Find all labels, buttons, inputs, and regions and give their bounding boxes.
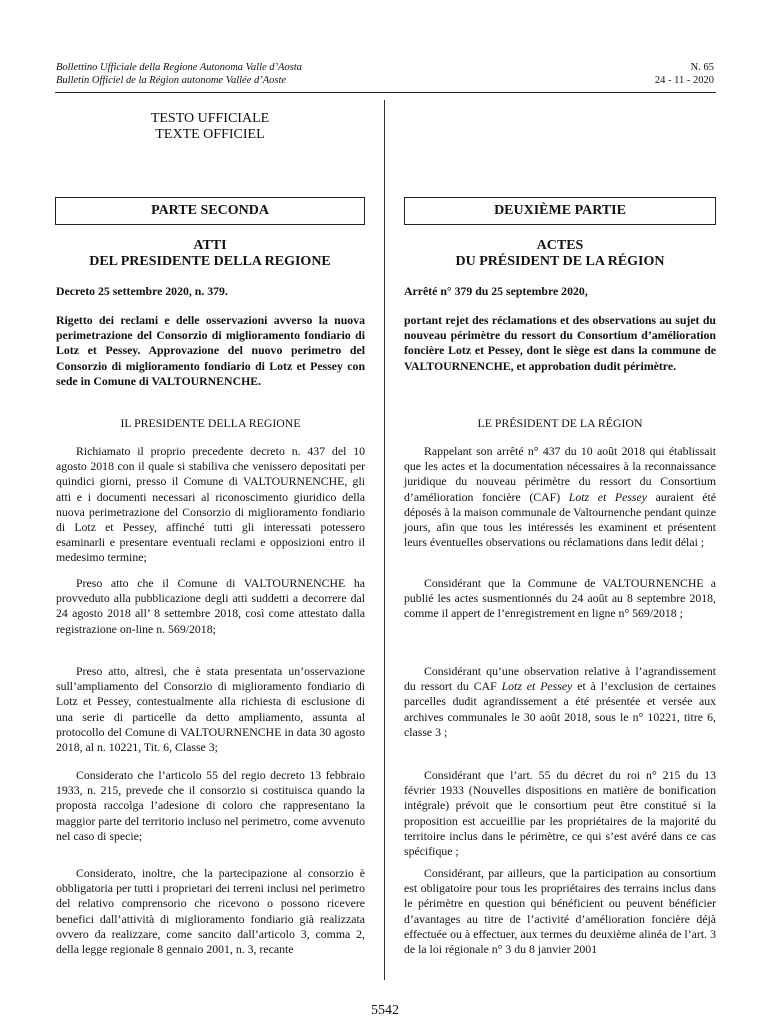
- paragraph-fr-1-italic: Lotz et Pessey: [568, 489, 647, 504]
- decree-heading-it: Decreto 25 settembre 2020, n. 379.: [56, 284, 228, 298]
- paragraph-fr-1: [404, 444, 716, 550]
- authority-fr: LE PRÉSIDENT DE LA RÉGION: [477, 416, 643, 430]
- header-rule: [55, 92, 716, 93]
- decree-subject-fr: portant rejet des réclamations et des observations au sujet du nouveau périmètre du ressort du Consortium d’amélioration foncière Lotz et Pessey, dont le siège est dans la commune de VALTOURNENCHE, et approbation dudit périmètre.: [404, 313, 716, 373]
- paragraph-it-3: Preso atto, altresì, che è stata presentata un’osservazione sull’ampliamento del Consorzio di miglioramento fondiario di Lotz et Pessey, contestualmente alla richiesta di esclusione di una serie di particelle da detto ampliamento, assunta al protocollo del Comune di VALTOURNENCHE in data 30 agosto 2018, al n. 10221, Tit. 6, Classe 3;: [56, 664, 365, 755]
- section-title-fr-line2: DU PRÉSIDENT DE LA RÉGION: [455, 254, 665, 269]
- official-text-it: TESTO UFFICIALE: [150, 111, 270, 126]
- issue-number: N. 65: [690, 62, 714, 73]
- paragraph-it-5: Considerato, inoltre, che la partecipazione al consorzio è obbligatoria per tutti i proprietari dei terreni inclusi nel perimetro del relativo comprensorio che ricevono o possono ricevere benefici dall’attività di miglioramento fondiario già realizzata ovvero da realizzare, come sancito dall’articolo 3, comma 2, della legge regionale 8 gennaio 2001, n. 3, recante: [56, 866, 365, 957]
- section-title-fr: [404, 238, 716, 270]
- paragraph-fr-3-b: et à l’exclusion de certaines parcelles dudit agrandissement a été présentée et versée aux archives communales le 30 août 2018, sous le n° 10221, titre 6, classe 3 ;: [404, 679, 717, 739]
- bulletin-title: [56, 61, 302, 87]
- bulletin-title-fr: Bulletin Officiel de la Région autonome Vallée d’Aoste: [56, 75, 287, 86]
- part-title-fr: DEUXIÈME PARTIE: [404, 197, 716, 225]
- paragraph-fr-1-a: Rappelant son arrêté n° 437 du 10 août 2018 qui établissait que les actes et la documentation nécessaires à la reconnaissance juridique du nouveau périmètre du ressort du Consortium d’amélioration foncière (CAF): [404, 444, 716, 504]
- section-title-it-line1: ATTI: [193, 238, 227, 253]
- official-text-label: [120, 111, 300, 143]
- paragraph-fr-1-b: auraient été déposés à la maison communale de Valtournenche pendant quinze jours, afin que tous les intéressés les examinent et présentent leurs éventuelles observations ou réclamations dans ledit délai ;: [404, 489, 716, 550]
- part-title-it: PARTE SECONDA: [55, 197, 365, 225]
- paragraph-fr-3-italic: Lotz et Pessey: [501, 679, 573, 694]
- paragraph-fr-4: Considérant que l’art. 55 du décret du roi n° 215 du 13 février 1933 (Nouvelles dispositions en matière de bonification intégrale) prévoit que le consortium peut être constitué si la proposition est accueillie par les propriétaires de la majorité du territoire inclus dans le périmètre, ce qui s’est avéré dans ce cas spécifique ;: [404, 768, 716, 859]
- paragraph-fr-3: [404, 664, 716, 740]
- paragraph-fr-3-a: Considérant qu’une observation relative à l’agrandissement du ressort du CAF: [404, 664, 716, 694]
- issue-date: 24 - 11 - 2020: [654, 75, 714, 86]
- authority-it: IL PRESIDENTE DELLA REGIONE: [120, 416, 301, 430]
- paragraph-it-1: Richiamato il proprio precedente decreto n. 437 del 10 agosto 2018 con il quale si stabiliva che venissero depositati per quindici giorni, presso il Comune di VALTOURNENCHE, gli atti e i documenti necessari al riconoscimento giuridico della nuova perimetrazione del Consorzio di miglioramento fondiario di Lotz et Pessey, affinché tutti gli interessati potessero esaminarli e presentare eventuali reclami e opposizioni entro il medesimo termine;: [56, 444, 365, 565]
- page-number: 5542: [371, 1003, 399, 1018]
- paragraph-fr-2: Considérant que la Commune de VALTOURNENCHE a publié les actes susmentionnés du 24 août au 8 septembre 2018, comme il appert de l’enregistrement en ligne n° 569/2018 ;: [404, 576, 716, 621]
- section-title-it: [55, 238, 365, 270]
- column-divider: [384, 100, 385, 980]
- decree-subject-it: Rigetto dei reclami e delle osservazioni avverso la nuova perimetrazione del Consorzio di miglioramento fondiario di Lotz et Pessey. Approvazione del nuovo perimetro del Consorzio di miglioramento fondiario di Lotz et Pessey con sede in Comune di VALTOURNENCHE.: [56, 313, 365, 388]
- issue-info: [655, 61, 714, 87]
- decree-heading-fr: Arrêté n° 379 du 25 septembre 2020,: [404, 284, 588, 298]
- section-title-it-line2: DEL PRESIDENTE DELLA REGIONE: [89, 254, 331, 269]
- paragraph-it-2: Preso atto che il Comune di VALTOURNENCHE ha provveduto alla pubblicazione degli atti suddetti a decorrere dal 24 agosto 2018 all’ 8 settembre 2018, così come attestato dalla registrazione on-line n. 569/2018;: [56, 576, 365, 636]
- section-title-fr-line1: ACTES: [536, 238, 584, 253]
- bulletin-title-it: Bollettino Ufficiale della Regione Autonoma Valle d’Aosta: [56, 62, 302, 73]
- paragraph-it-4: Considerato che l’articolo 55 del regio decreto 13 febbraio 1933, n. 215, prevede che il consorzio si costituisca quando la proposta raccolga l’adesione di coloro che rappresentano la maggior parte del territorio incluso nel perimetro, come avvenuto nel caso di specie;: [56, 768, 365, 843]
- paragraph-fr-5: Considérant, par ailleurs, que la participation au consortium est obligatoire pour tous les propriétaires des terrains inclus dans le périmètre en question qui bénéficient ou peuvent bénéficier d’avantages au titre de l’activité d’amélioration foncière déjà effectuée ou à effectuer, aux termes du deuxième alinéa de l’art. 3 de la loi régionale n° 3 du 8 janvier 2001: [404, 866, 716, 957]
- official-text-fr: TEXTE OFFICIEL: [155, 127, 265, 142]
